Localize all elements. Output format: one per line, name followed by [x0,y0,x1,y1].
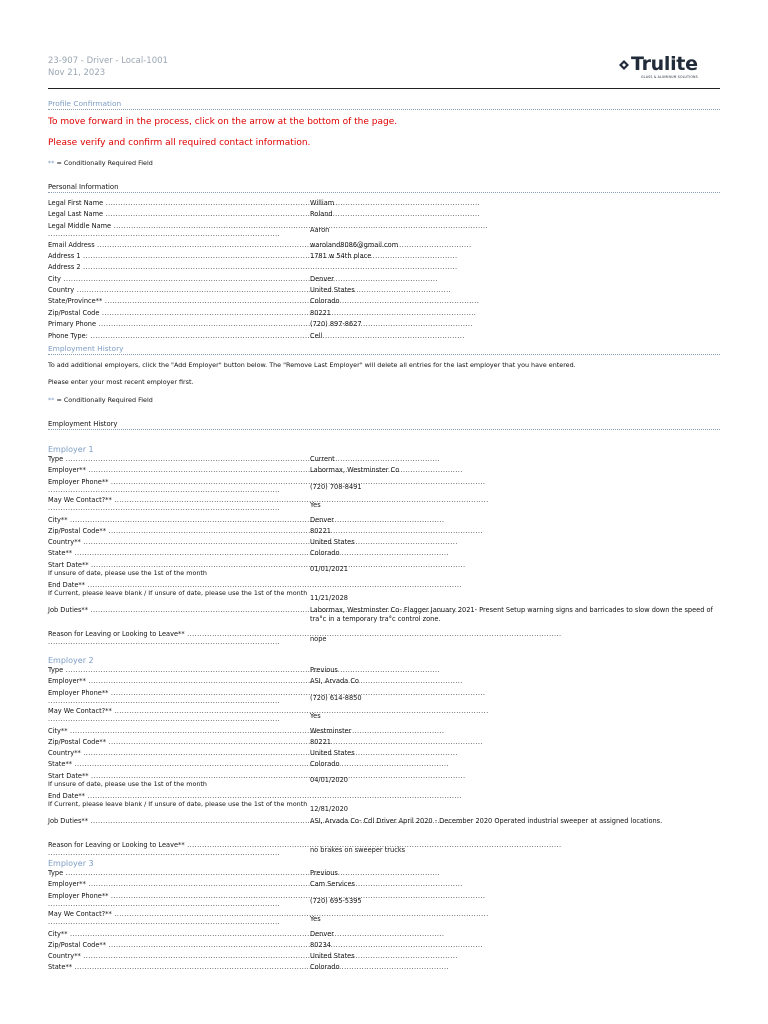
employment-subsection-title: Employment History [48,420,118,428]
field-label-text: City** ..... [48,727,310,735]
field-value: (720) 695-5395 [310,897,362,905]
requisition-date: Nov 21, 2023 [48,68,106,78]
instruction-verify: Please verify and confirm all required contact information. [48,138,311,148]
leader-dots: ............................................................................................. [48,918,281,926]
field-label [48,760,310,768]
recent-employer-note: Please enter your most recent employer first. [48,378,194,386]
field-label [48,606,310,614]
field-label [48,689,310,705]
field-value: Colorado [310,297,340,305]
field-label [48,892,310,908]
field-value: United States [310,749,355,757]
field-label-text: May We Contact?** ..... [48,910,310,918]
field-label [48,466,310,474]
field-value: ASI, Arvada Co [310,677,359,685]
field-label-text: Country** ..... [48,952,310,960]
field-value: Yes [310,915,321,923]
field-label-text: Employer** ..... [48,466,310,474]
field-value: waroland8086@gmail.com [310,241,399,249]
field-label [48,199,310,207]
requisition-title: 23-907 - Driver - Local-1001 [48,56,168,66]
field-label-text: City ..... [48,275,310,283]
field-label [48,963,310,971]
field-label-text: Legal Middle Name ..... [48,222,310,230]
field-label [48,297,310,305]
field-value: 12/81/2020 [310,805,349,813]
employer-title: Employer 3 [48,859,94,868]
profile-section-title: Profile Confirmation [48,99,122,108]
field-label-text: Type ..... [48,455,310,463]
logo-diamond-icon [619,60,629,70]
field-label [48,677,310,685]
field-label [48,263,310,271]
employment-instruction: To add additional employers, click the "Add Employer" button below. The "Remove Last Employer" will delete all entries for the last employer that you have entered. [48,361,576,369]
field-value: Labormax, Westminster Co [310,466,400,474]
field-label-text: City** ..... [48,516,310,524]
required-note-text: = Conditionally Required Field [56,159,153,167]
field-value: Labormax, Westminster Co- Flagger January 2021- Present Setup warning signs and barricades to slow down the speed of tra°c in a temporary tra°c control zone. [310,606,713,623]
field-value: Yes [310,712,321,720]
field-label-text: Reason for Leaving or Looking to Leave** ..... [48,630,310,638]
field-value: Colorado [310,760,340,768]
field-label [48,496,310,512]
field-label [48,738,310,746]
field-value: ASI, Arvada Co- Cdl Driver April 2020 - December 2020 Operated industrial sweeper at assigned locations. [310,817,663,825]
profile-section-header [48,99,720,110]
field-label-text: Type ..... [48,869,310,877]
field-label-text: Zip/Postal Code** ..... [48,527,310,535]
field-label-text: Email Address ..... [48,241,310,249]
field-label-text: Zip/Postal Code** ..... [48,738,310,746]
field-label-text: Employer Phone** ..... [48,892,310,900]
required-star: ** [48,159,55,167]
field-label-text: Address 1 ..... [48,252,310,260]
leader-dots: ............................................................................................. [48,697,281,705]
field-value: Colorado [310,963,340,971]
field-label [48,707,310,723]
field-label [48,869,310,877]
field-value: Current [310,455,335,463]
field-label-text: State/Province** ..... [48,297,310,305]
field-label-text: State** ..... [48,549,310,557]
leader-dots: ............................................................................................. [48,715,281,723]
field-label-text: City** ..... [48,930,310,938]
required-star: ** [48,396,55,404]
field-label-hint: If Current, please leave blank / If unsure of date, please use the 1st of the month [48,800,308,808]
field-label [48,952,310,960]
employer-title: Employer 2 [48,656,94,665]
field-value: 01/01/2021 [310,565,349,573]
field-label [48,792,310,808]
page-header [48,54,720,89]
field-label-text: Country** ..... [48,749,310,757]
field-label-text: Primary Phone ..... [48,320,310,328]
leader-dots: ............................................................................................. [48,900,281,908]
instruction-arrow: To move forward in the process, click on the arrow at the bottom of the page. [48,117,398,127]
field-label-text: Employer Phone** ..... [48,689,310,697]
field-label [48,252,310,260]
field-label [48,210,310,218]
field-label [48,455,310,463]
field-value: Cam Services [310,880,355,888]
field-label-hint: If Current, please leave blank / If unsure of date, please use the 1st of the month [48,589,308,597]
employer-title: Employer 1 [48,445,94,454]
field-label-text: May We Contact?** ..... [48,496,310,504]
employment-section-header [48,344,720,355]
field-value: 1781 w 54th place [310,252,372,260]
field-label-text: Start Date** ..... [48,561,310,569]
field-value: William [310,199,335,207]
field-label [48,538,310,546]
field-value: Aaron [310,226,330,234]
field-value: Denver [310,275,334,283]
field-value: United States [310,952,355,960]
field-label-text: Legal First Name ..... [48,199,310,207]
required-note-text: = Conditionally Required Field [56,396,153,404]
field-label [48,549,310,557]
field-label [48,241,310,249]
field-label [48,561,310,577]
field-value: United States [310,538,355,546]
field-label [48,581,310,597]
field-label-text: Job Duties** ..... [48,606,310,614]
personal-section-header [48,183,720,193]
employment-subsection-header [48,420,720,430]
field-label-text: Employer Phone** ..... [48,478,310,486]
field-value: 80221 [310,527,331,535]
field-label-text: Employer** ..... [48,880,310,888]
field-label-text: State** ..... [48,760,310,768]
field-label-text: Job Duties** ..... [48,817,310,825]
field-label [48,841,310,857]
employment-section-title: Employment History [48,344,124,353]
field-label-text: State** ..... [48,963,310,971]
field-label [48,286,310,294]
field-label [48,478,310,494]
field-value: Denver [310,930,334,938]
field-label [48,275,310,283]
field-label-text: Phone Type: ..... [48,332,310,340]
field-value: 80221 [310,738,331,746]
field-label-text: Address 2 ..... [48,263,310,271]
field-label [48,930,310,938]
field-label [48,320,310,328]
field-label-text: Zip/Postal Code ..... [48,309,310,317]
leader-dots: ............................................................................................. [48,486,281,494]
field-value: 80221 [310,309,331,317]
leader-dots: ............................................................................................. [48,504,281,512]
field-label [48,772,310,788]
field-label-text: End Date** ..... [48,581,310,589]
field-label-text: Country** ..... [48,538,310,546]
field-label-text: Employer** ..... [48,677,310,685]
field-label-hint: If unsure of date, please use the 1st of the month [48,780,207,788]
field-value: no brakes on sweeper trucks [310,846,406,854]
field-value: (720) 614-8850 [310,694,362,702]
field-label-text: Reason for Leaving or Looking to Leave** ..... [48,841,310,849]
field-label [48,527,310,535]
field-label [48,817,310,825]
logo-wordmark: Trulite [631,53,698,75]
employment-required-note [48,396,153,404]
field-label [48,666,310,674]
field-value: (720) 897-8627 [310,320,362,328]
field-label [48,222,310,238]
field-value: Yes [310,501,321,509]
field-label-text: Zip/Postal Code** ..... [48,941,310,949]
field-value: 04/01/2020 [310,776,349,784]
field-label-text: End Date** ..... [48,792,310,800]
field-label [48,630,310,646]
logo-tagline: GLASS & ALUMINUM SOLUTIONS [641,75,698,79]
field-label [48,749,310,757]
field-value: Denver [310,516,334,524]
field-label-text: May We Contact?** ..... [48,707,310,715]
field-value: Roland [310,210,333,218]
field-label-text: Country ..... [48,286,310,294]
leader-dots: ............................................................................................. [48,230,281,238]
field-value: Previous [310,666,338,674]
personal-section-title: Personal Information [48,183,119,191]
field-value: Cell [310,332,323,340]
field-label [48,309,310,317]
field-value: 11/21/2028 [310,594,349,602]
field-label [48,516,310,524]
field-label [48,880,310,888]
field-value: Previous [310,869,338,877]
field-value: (720) 708-8491 [310,483,362,491]
trulite-logo [617,54,712,82]
field-label [48,910,310,926]
field-label [48,332,310,340]
field-value: Westminster [310,727,352,735]
field-value: nope [310,635,327,643]
field-label [48,941,310,949]
field-label-hint: If unsure of date, please use the 1st of the month [48,569,207,577]
required-field-note [48,159,153,167]
field-value: 80234 [310,941,331,949]
field-label [48,727,310,735]
field-value: Colorado [310,549,340,557]
field-label-text: Start Date** ..... [48,772,310,780]
leader-dots: ............................................................................................. [48,638,281,646]
field-value: United States [310,286,355,294]
field-label-text: Type ..... [48,666,310,674]
field-label-text: Legal Last Name ..... [48,210,310,218]
leader-dots: ............................................................................................. [48,849,281,857]
